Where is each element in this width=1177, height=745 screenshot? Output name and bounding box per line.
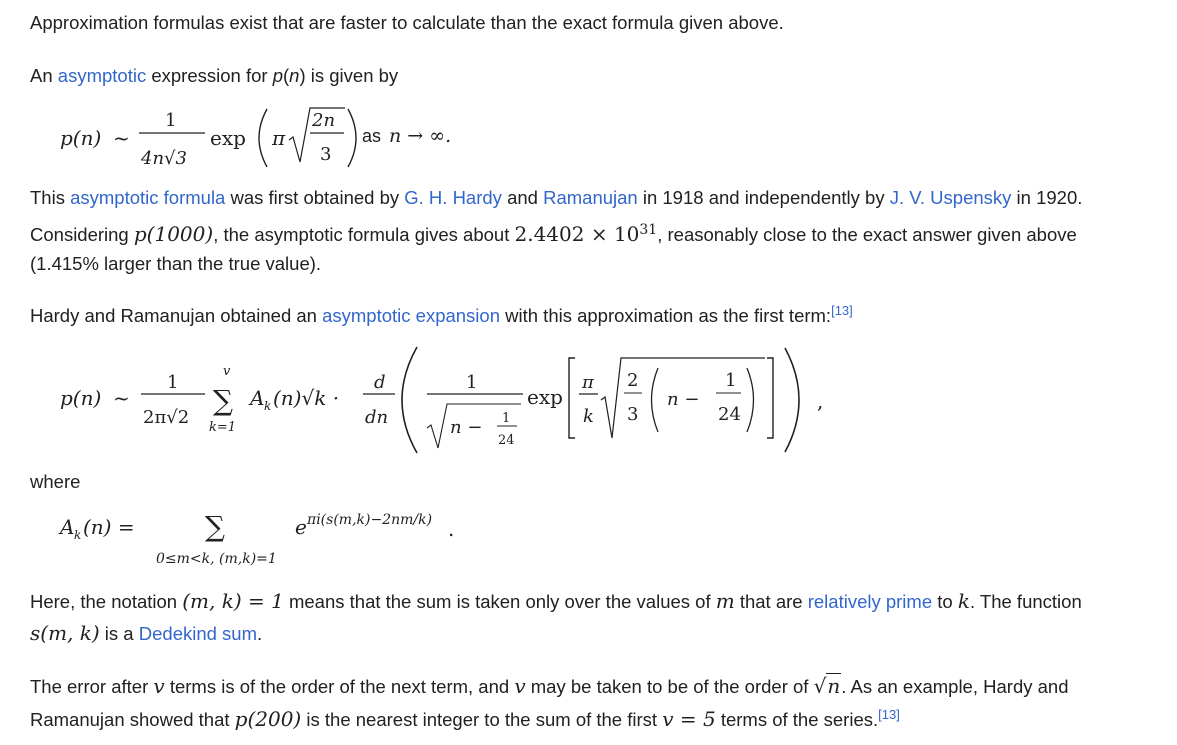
eq1-num: 1 (165, 110, 177, 131)
sqrt-sign: √ (813, 674, 827, 698)
eq1-limit: n → ∞. (389, 125, 452, 147)
eq2-inner-den: 24 (718, 404, 741, 425)
eq2-term-sub: k (264, 399, 272, 413)
link-asymptotic[interactable]: asymptotic (57, 65, 147, 86)
link-asymptotic-formula[interactable]: asymptotic formula (70, 187, 226, 208)
eq1-as: as (362, 126, 382, 146)
link-dedekind-sum[interactable]: Dedekind sum (138, 623, 258, 644)
eq2-sum-bottom: k=1 (209, 420, 237, 435)
eq2-comma: , (817, 389, 824, 413)
paragraph-notation-line2: s(m, k) is a Dedekind sum. (30, 621, 263, 645)
eq2-k: k (583, 406, 594, 427)
eq3-lhs-sub: k (74, 528, 82, 542)
eq1-left-paren (259, 109, 267, 167)
reference-13-second[interactable]: [13] (878, 706, 900, 722)
eq3-lhs-rest: (n) = (83, 515, 135, 539)
eq2-sum-top: v (223, 364, 231, 379)
eq2-big-right-paren (785, 348, 799, 452)
eq2-inner-left-paren (652, 368, 659, 432)
where-label: where (30, 471, 81, 492)
link-ramanujan[interactable]: Ramanujan (543, 187, 638, 208)
eq3-sum-condition: 0≤m<k, (m,k)=1 (156, 551, 277, 567)
eq2-small-num: 1 (502, 411, 511, 426)
eq3-lhs: A (60, 515, 75, 539)
eq3-exponent: πi(s(m,k)−2nm/k) (307, 512, 433, 528)
equation-asymptotic (55, 100, 495, 175)
eq2-right-bracket (767, 358, 773, 438)
eq1-exp: exp (210, 126, 246, 150)
eq2-lhs: p(n) (60, 386, 102, 410)
paragraph-history-line2: Considering p(1000), the asymptotic formula gives about $2.4402 \times 10^{31}$, reasonably close to the exact answer given above (30, 222, 1077, 247)
link-hardy[interactable]: G. H. Hardy (404, 187, 502, 208)
eq2-d-num: d (374, 372, 386, 393)
equation-expansion (55, 340, 845, 460)
link-uspensky[interactable]: J. V. Uspensky (889, 187, 1012, 208)
eq1-right-paren (348, 109, 356, 167)
eq2-three: 3 (627, 404, 639, 425)
link-asymptotic-expansion[interactable]: asymptotic expansion (322, 305, 500, 326)
eq2-d-den: dn (365, 407, 389, 428)
paragraph-expansion: Hardy and Ramanujan obtained an asymptotic expansion with this approximation as the first term:[13] (30, 302, 853, 326)
eq1-inner-den: 3 (320, 144, 332, 165)
paragraph-error: The error after v terms is of the order of the next term, and v may be taken to be of the order of √n. As an example, Hardy and (30, 674, 1069, 698)
eq2-exp: exp (527, 385, 563, 409)
eq2-two: 2 (627, 370, 639, 391)
reference-13[interactable]: [13] (831, 302, 853, 318)
eq1-inner-num: 2n (312, 110, 336, 131)
eq2-inner-n: n − (667, 389, 700, 410)
eq2-num: 1 (167, 372, 179, 393)
eq2-frac-num: 1 (466, 372, 478, 393)
paragraph-asymptotic: An asymptotic expression for p(n) is given by (30, 65, 399, 86)
eq2-sum-sign: ∑ (213, 384, 233, 417)
eq1-pi: π (272, 126, 286, 150)
eq3-e: e (295, 515, 307, 539)
sqrt-n: n (827, 674, 841, 698)
paragraph-notation: Here, the notation (m, k) = 1 means that the sum is taken only over the values of m that are relatively prime to k. The function (30, 589, 1082, 613)
eq1-sim: ~ (113, 126, 130, 150)
eq2-sim: ~ (113, 386, 130, 410)
eq2-pi: π (582, 372, 594, 393)
paragraph-history: This asymptotic formula was first obtained by G. H. Hardy and Ramanujan in 1918 and independently by J. V. Uspensky in 1920. (30, 187, 1083, 208)
eq2-small-den: 24 (498, 433, 515, 448)
eq3-sum-sign: ∑ (205, 510, 225, 543)
eq2-left-bracket (569, 358, 575, 438)
eq1-lhs: p(n) (60, 126, 102, 150)
paragraph-error-line2: Ramanujan showed that p(200) is the nearest integer to the sum of the first v = 5 terms of the series.[13] (30, 706, 900, 731)
link-relatively-prime[interactable]: relatively prime (807, 591, 933, 612)
eq2-frac-den-n: n − (450, 417, 483, 438)
eq2-big-left-paren (402, 347, 417, 453)
eq2-inner-num: 1 (725, 370, 737, 391)
paragraph-history-line3: (1.415% larger than the true value). (30, 253, 322, 274)
eq2-den: 2π√2 (143, 407, 190, 428)
eq2-term-rest: (n)√k · (273, 386, 340, 410)
paragraph-intro: Approximation formulas exist that are faster to calculate than the exact formula given above. (30, 12, 784, 33)
equation-ak (55, 500, 475, 575)
eq3-dot: . (448, 517, 455, 541)
eq2-term: A (250, 386, 265, 410)
eq1-den: 4n√3 (141, 148, 187, 169)
eq2-inner-right-paren (747, 368, 754, 432)
